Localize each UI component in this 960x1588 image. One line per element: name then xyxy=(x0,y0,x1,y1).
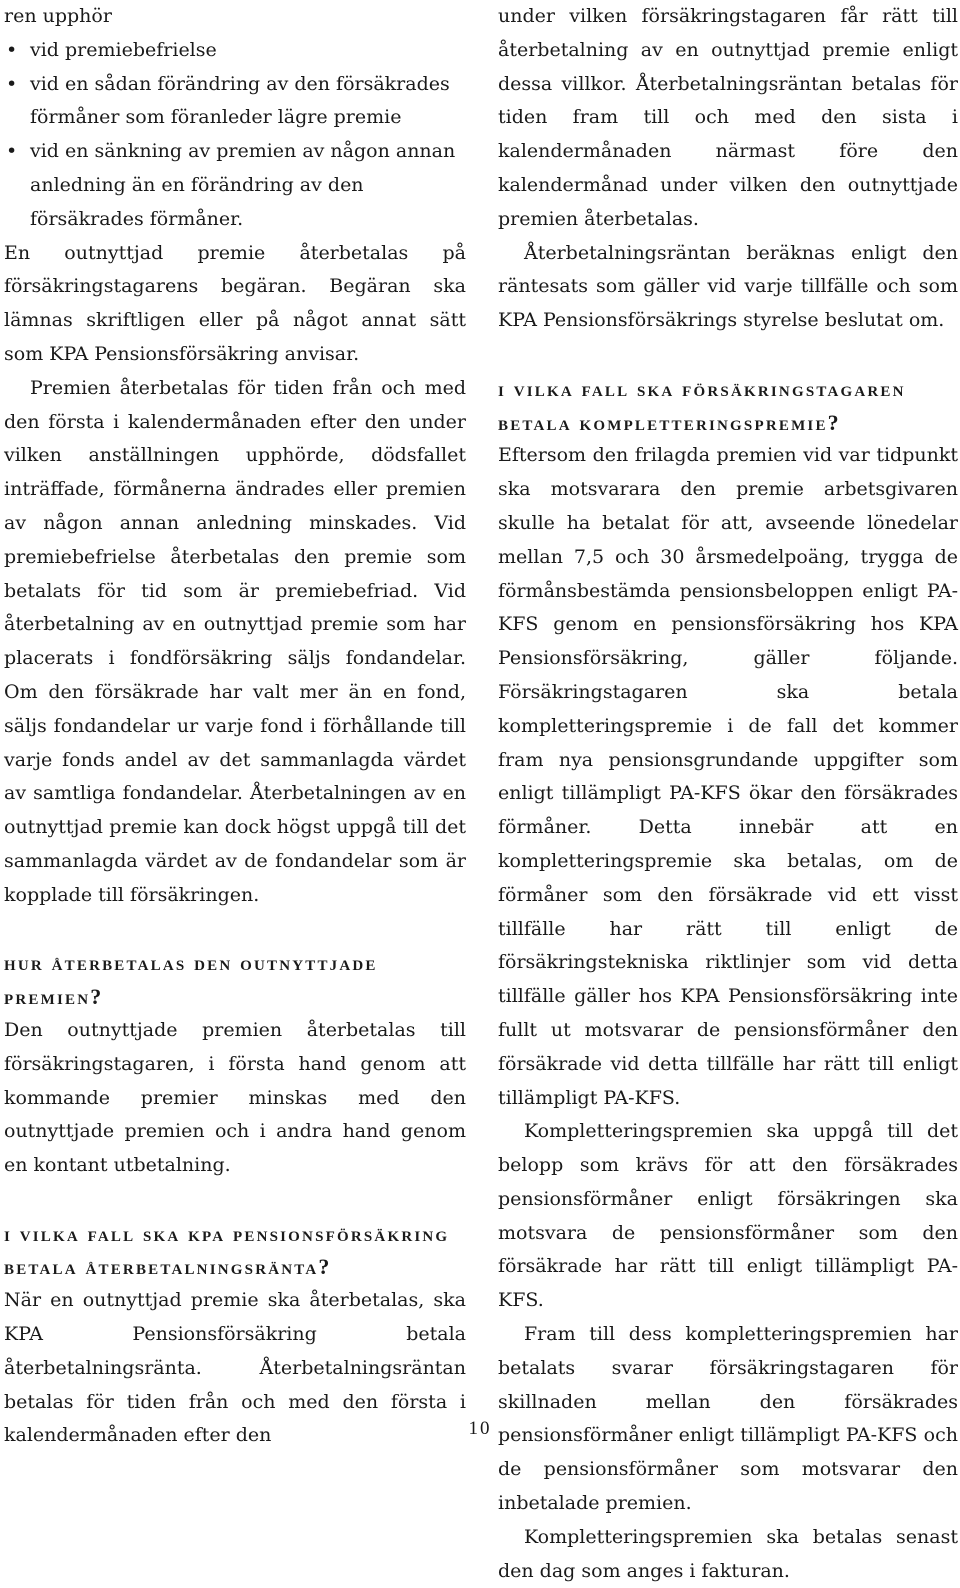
list-item: • vid en sänkning av premien av någon annan anledning än en förändring av den försäkrades förmåner. xyxy=(4,135,466,236)
paragraph: Återbetalningsräntan beräknas enligt den räntesats som gäller vid varje tillfälle och som KPA Pensionsförsäkrings styrelse beslutat om. xyxy=(498,241,958,332)
page-number: 10 xyxy=(468,1418,492,1439)
paragraph: Kompletteringspremien ska betalas senast den dag som anges i fakturan. xyxy=(498,1525,958,1582)
paragraph: Fram till dess kompletteringspremien har betalats svarar försäkringstagaren för skillnaden mellan den försäkrades pensionsförmåner enligt tillämpligt PA-KFS och de pensionsförmåner som motsvarar den inbetalade premien. xyxy=(498,1323,958,1515)
section-heading: hur återbetalas den outnyttjade premien? xyxy=(4,950,378,1010)
paragraph: När en outnyttjad premie ska återbetalas, ska KPA Pensionsförsäkring betala återbetalningsränta. Återbetalningsräntan betalas för tiden från och med den första i kalendermånaden efter den xyxy=(4,1289,466,1447)
paragraph: Eftersom den frilagda premien vid var tidpunkt ska motsvarara den premie arbetsgivaren skulle ha betalat för att, avseende lönedelar mellan 7,5 och 30 årsmedelpoäng, trygga de förmånsbestämda pensionsbeloppen enligt PA-KFS genom en pensionsförsäkring hos KPA Pensionsförsäkring, gäller följande. Försäkringstagaren ska betala kompletteringspremie i de fall det kommer fram nya pensionsgrundande uppgifter som enligt tillämpligt PA-KFS ökar den försäkrades förmåner. Detta innebär att en kompletteringspremie ska betalas, om de förmåner som den försäkrade vid ett visst tillfälle har rätt till enligt de försäkringstekniska riktlinjer som vid detta tillfälle gäller hos KPA Pensionsförsäkring inte fullt ut motsvarar de pensionsförmåner den försäkrade vid detta tillfälle har rätt till enligt tillämpligt PA-KFS. xyxy=(498,444,958,1109)
paragraph: under vilken försäkringstagaren får rätt till återbetalning av en outnyttjad premie enligt dessa villkor. Återbetalningsräntan betalas för tiden fram till och med den sista i kalendermånaden närmast före den kalendermånad under vilken den outnyttjade premien återbetalas. xyxy=(498,5,958,230)
paragraph: Premien återbetalas för tiden från och med den första i kalendermånaden efter den under vilken anställningen upphörde, dödsfallet inträffade, förmånerna ändrades eller premien av någon annan anledning minskades. Vid premiebefrielse återbetalas den premie som betalats för tid som är premiebefriad. Vid återbetalning av en outnyttjad premie som har placerats i fondförsäkring säljs fondandelar. Om den försäkrade har valt mer än en fond, säljs fondandelar ur varje fond i förhållande till varje fonds andel av det sammanlagda värdet av samtliga fondandelar. Återbetalningen av en outnyttjad premie kan dock högst uppgå till det sammanlagda värdet av de fondandelar som är kopplade till försäkringen. xyxy=(4,376,466,906)
list-item: • vid premiebefrielse xyxy=(4,34,466,68)
section-heading: i vilka fall ska kpa pensionsförsäkring betala återbetalningsränta? xyxy=(4,1220,450,1280)
list-item: • vid en sådan förändring av den försäkrades förmåner som föranleder lägre premie xyxy=(4,68,466,136)
condition-list xyxy=(4,34,466,237)
intro-line: ren upphör xyxy=(4,5,112,27)
left-column xyxy=(4,0,466,1453)
spacer xyxy=(498,338,958,372)
paragraph: Kompletteringspremien ska uppgå till det belopp som krävs för att den försäkrades pensionsförmåner enligt försäkringen ska motsvara de pensionsförmåner som den försäkrade har rätt till enligt tillämpligt PA-KFS. xyxy=(498,1120,958,1312)
spacer xyxy=(4,913,466,947)
paragraph: Den outnyttjade premien återbetalas till försäkringstagaren, i första hand genom att kommande premier minskas med den outnyttjade premien och i andra hand genom en kontant utbetalning. xyxy=(4,1018,466,1177)
spacer xyxy=(4,1183,466,1217)
right-column xyxy=(498,0,958,1588)
section-heading: i vilka fall ska försäkringstagaren betala kompletteringspremie? xyxy=(498,375,906,435)
paragraph: En outnyttjad premie återbetalas på försäkringstagarens begäran. Begäran ska lämnas skriftligen eller på något annat sätt som KPA Pensionsförsäkring anvisar. xyxy=(4,241,466,365)
